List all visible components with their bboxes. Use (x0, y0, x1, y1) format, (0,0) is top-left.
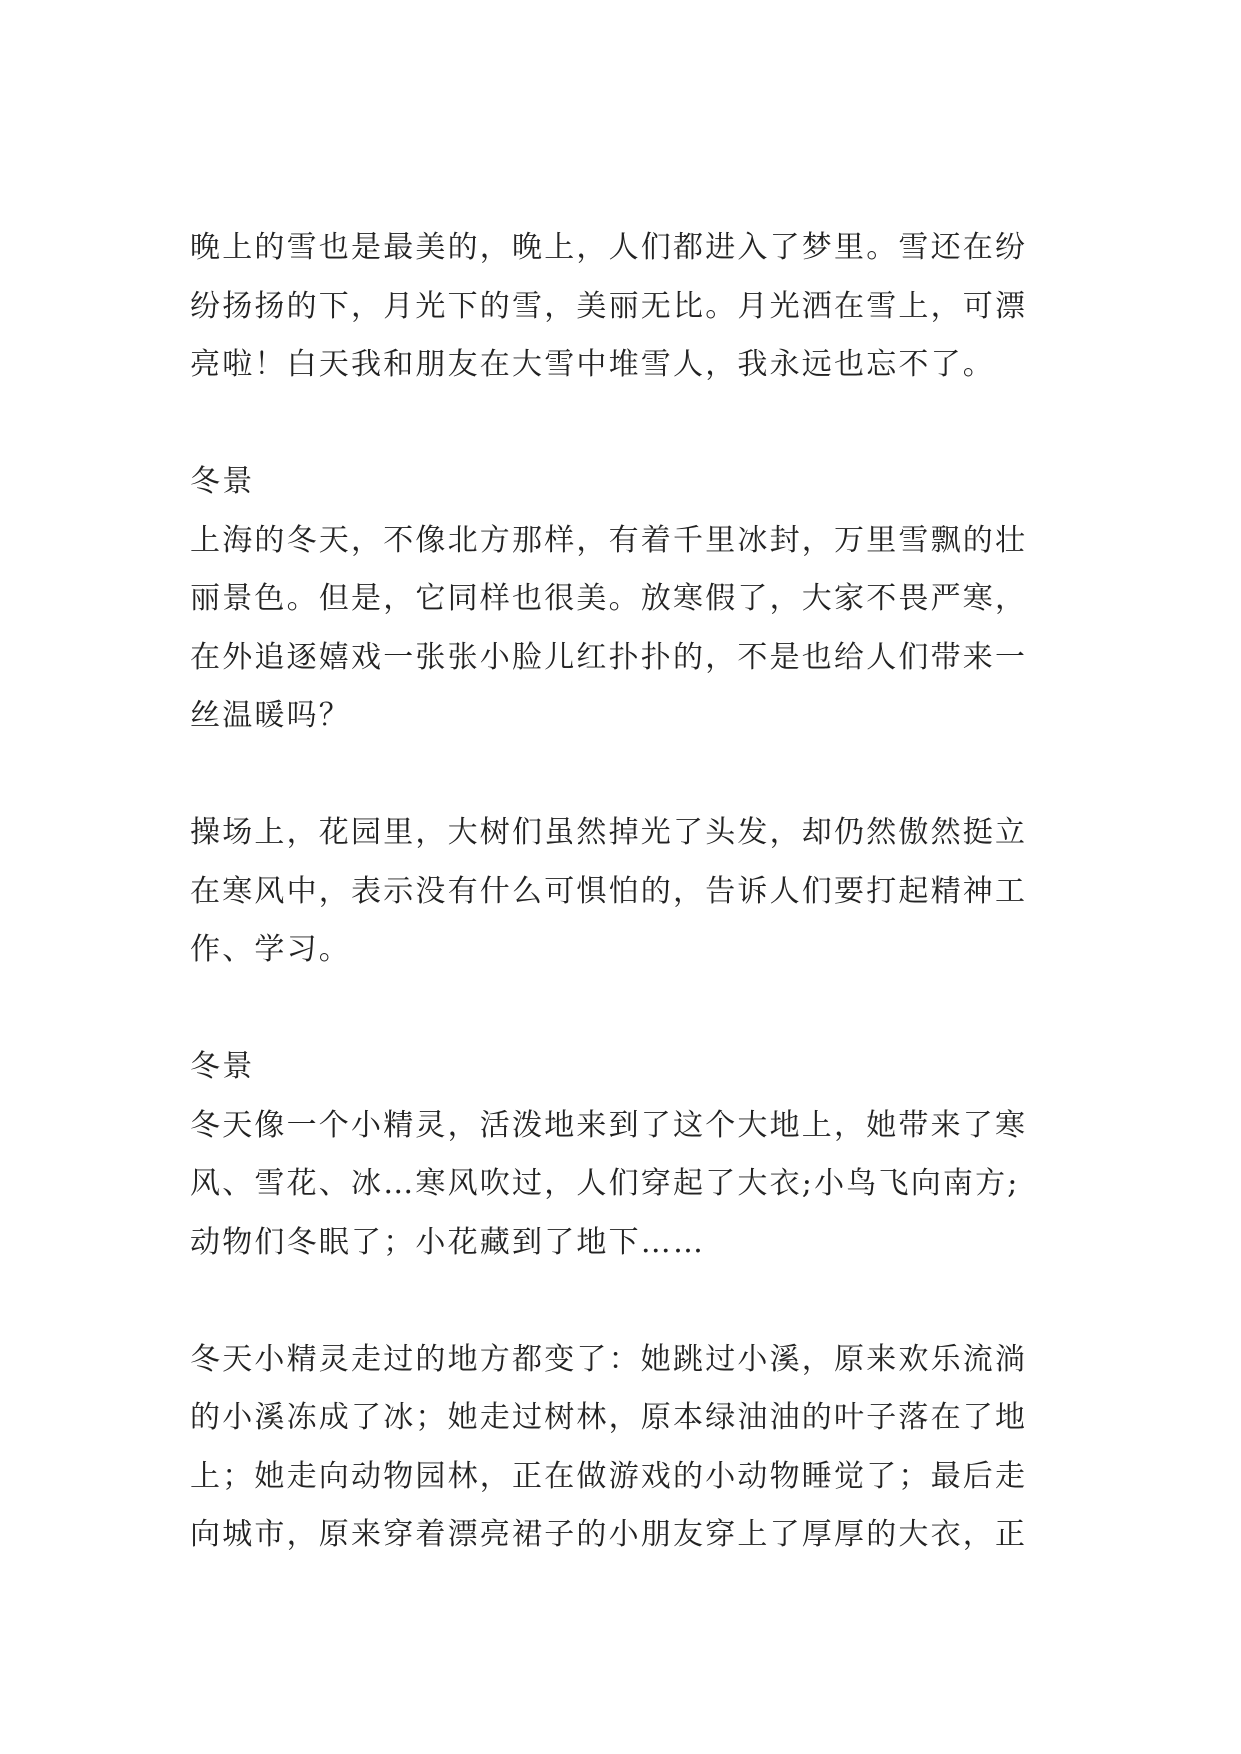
text-line: 上；她走向动物园林，正在做游戏的小动物睡觉了；最后走 (190, 1458, 1028, 1494)
text-line: 纷扬扬的下，月光下的雪，美丽无比。月光洒在雪上，可漂 (190, 288, 1028, 324)
text-line: 亮啦！白天我和朋友在大雪中堆雪人，我永远也忘不了。 (190, 347, 995, 382)
paragraph-gap (190, 395, 1070, 454)
section-winter-scene-2 (190, 1038, 1070, 1272)
text-line: 丝温暖吗？ (190, 698, 351, 733)
text-line: 冬天像一个小精灵，活泼地来到了这个大地上，她带来了寒 (190, 1107, 1028, 1143)
document-body (190, 219, 1070, 1565)
text-line: 冬天小精灵走过的地方都变了：她跳过小溪，原来欢乐流淌 (190, 1341, 1028, 1377)
paragraph-gap (190, 1272, 1070, 1331)
paragraph-night-snow (190, 219, 1070, 395)
paragraph-gap (190, 746, 1070, 805)
text-line: 的小溪冻成了冰；她走过树林，原本绿油油的叶子落在了地 (190, 1400, 1028, 1435)
text-line: 风、雪花、冰…寒风吹过，人们穿起了大衣;小鸟飞向南方; (190, 1166, 1020, 1201)
paragraph-gap (190, 980, 1070, 1039)
section-heading: 冬景 (190, 1049, 255, 1084)
text-line: 在外追逐嬉戏一张张小脸儿红扑扑的，不是也给人们带来一 (190, 639, 1028, 675)
section-winter-scene-1 (190, 453, 1070, 746)
text-line: 上海的冬天，不像北方那样，有着千里冰封，万里雪飘的壮 (190, 522, 1028, 558)
text-line: 作、学习。 (190, 932, 351, 967)
text-line: 晚上的雪也是最美的，晚上，人们都进入了梦里。雪还在纷 (190, 230, 1028, 265)
paragraph-winter-elf (190, 1331, 1070, 1565)
paragraph-playground (190, 804, 1070, 980)
text-line: 丽景色。但是，它同样也很美。放寒假了，大家不畏严寒， (190, 581, 1028, 616)
section-heading: 冬景 (190, 464, 255, 499)
text-line: 操场上，花园里，大树们虽然掉光了头发，却仍然傲然挺立 (190, 815, 1028, 850)
text-line: 动物们冬眠了；小花藏到了地下…… (190, 1224, 706, 1260)
text-line: 向城市，原来穿着漂亮裙子的小朋友穿上了厚厚的大衣，正 (190, 1517, 1028, 1552)
text-line: 在寒风中，表示没有什么可惧怕的，告诉人们要打起精神工 (190, 873, 1028, 909)
